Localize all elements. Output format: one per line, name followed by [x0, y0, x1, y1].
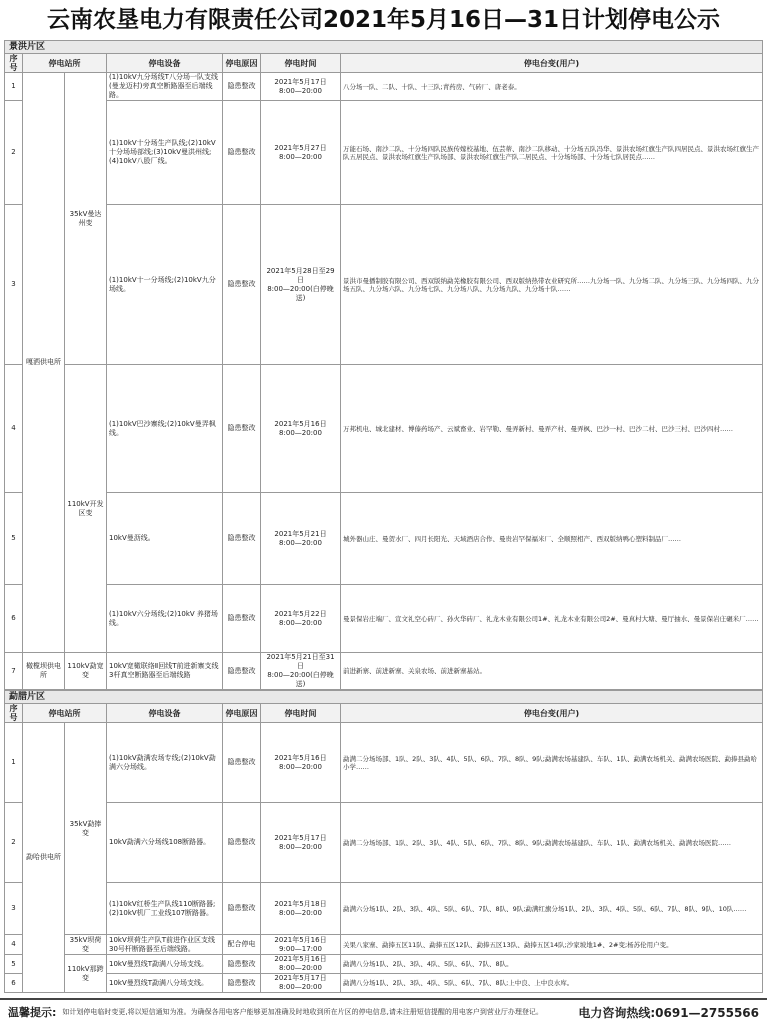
equipment-cell: 10kV坝荷生产队T前进作业区支线30号杆断路器至后端线路。	[107, 935, 223, 955]
time-cell: 2021年5月27日 8:00—20:00	[261, 101, 341, 205]
substation-cell: 35kV勐捧变	[65, 723, 107, 935]
time-cell: 2021年5月17日 8:00—20:00	[261, 803, 341, 883]
reason-cell: 隐患整改	[223, 883, 261, 935]
col-header: 停电设备	[107, 704, 223, 723]
row-number: 5	[5, 493, 23, 585]
row-number: 4	[5, 365, 23, 493]
page-title: 云南农垦电力有限责任公司2021年5月16日—31日计划停电公示	[46, 7, 721, 33]
row-number: 6	[5, 585, 23, 653]
reason-cell: 配合停电	[223, 935, 261, 955]
substation-cell: 35kV坝荷变	[65, 935, 107, 955]
users-cell: 景洪市曼播制胶有限公司、西双版纳勐芜橡胶有限公司、西双版纳热带农业研究所……九分场一队、九分场二队、九分场三队、九分场四队、九分场五队、九分场六队、九分场七队、九分场八队、九分场九队、九分场十队……	[341, 205, 763, 365]
equipment-cell: (1)10kV红桥生产队线110断路器;(2)10kV机厂工业线107断路器。	[107, 883, 223, 935]
table-row	[5, 205, 763, 365]
time-cell: 2021年5月17日 8:00—20:00	[261, 73, 341, 101]
table-header-row	[5, 704, 763, 723]
users-cell: 八分场一队、二队、十队、十三队;青药房、气砖厂、唐老泰。	[341, 73, 763, 101]
tip-text: 如计划停电临时变更,将以短信通知为准。为确保各用电客户能够更加准确及时地收到所在片区的停电信息,请未注册短信提醒的用电客户到营业厅办理登记。	[62, 1008, 543, 1016]
reason-cell: 隐患整改	[223, 803, 261, 883]
row-number: 1	[5, 723, 23, 803]
users-cell: 万能石场、南沙二队、十分场四队民族传嫁校基地、伍芸蒂、南沙二队移动、十分场五队冯华、景洪农场红旗生产队四居民点、景洪农场红旗生产队五居民点、景洪农场红旗生产队场部、景洪农场红旗生产队二居民点、十分场场部、十分场七队居民点……	[341, 101, 763, 205]
row-number: 2	[5, 803, 23, 883]
reason-cell: 隐患整改	[223, 974, 261, 993]
col-header: 停电设备	[107, 54, 223, 73]
table-row	[5, 365, 763, 493]
time-cell: 2021年5月16日 9:00—17:00	[261, 935, 341, 955]
station-cell: 橄榄坝供电所	[23, 653, 65, 690]
users-cell: 勐满八分场1队、2队、3队、4队、5队、6队、7队、8队。	[341, 955, 763, 974]
users-cell: 勐满八分场1队、2队、3队、4队、5队、6队、7队、8队;上中良、上中良水库。	[341, 974, 763, 993]
table-row	[5, 73, 763, 101]
time-cell: 2021年5月17日 8:00—20:00	[261, 974, 341, 993]
col-header: 停电原因	[223, 54, 261, 73]
users-cell: 勐满二分场场部、1队、2队、3队、4队、5队、6队、7队、8队、9队;勐满农场基建队、车队、1队、勐满农场机关、勐满农场医院、勐捧县勐哈小学……	[341, 723, 763, 803]
users-cell: 关果八家寨、勐捧五区11队、勐捧五区12队、勐捧五区13队、勐捧五区14队;沙家坡地1#、2#变;杨苏伦用户变。	[341, 935, 763, 955]
substation-cell: 110kV开发区变	[65, 365, 107, 653]
reason-cell: 隐患整改	[223, 955, 261, 974]
equipment-cell: 10kV曼烈线T勐满八分场支线。	[107, 955, 223, 974]
col-header: 停电台变(用户)	[341, 54, 763, 73]
table-row	[5, 935, 763, 955]
time-cell: 2021年5月28日至29日 8:00—20:00(白停晚送)	[261, 205, 341, 365]
equipment-cell: (1)10kV九分场线T八分场一队支线(曼龙迈村)旁真空断路器至后端线路。	[107, 73, 223, 101]
time-cell: 2021年5月22日 8:00—20:00	[261, 585, 341, 653]
table-row	[5, 955, 763, 974]
table-row	[5, 101, 763, 205]
col-header: 停电时间	[261, 54, 341, 73]
col-header: 停电站所	[23, 54, 107, 73]
reason-cell: 隐患整改	[223, 723, 261, 803]
time-cell: 2021年5月21日至31日 8:00—20:00(白停晚送)	[261, 653, 341, 690]
footer-bar	[0, 998, 767, 1024]
table-header-row	[5, 54, 763, 73]
table-row	[5, 974, 763, 993]
table-row	[5, 883, 763, 935]
table-row	[5, 653, 763, 690]
users-cell: 前进新寨、前进新寨、关泉农场、前进新寨基站。	[341, 653, 763, 690]
col-header: 停电原因	[223, 704, 261, 723]
equipment-cell: (1)10kV勐满农场专线;(2)10kV勐满六分场线。	[107, 723, 223, 803]
equipment-cell: 10kV勐满六分场线108断路器。	[107, 803, 223, 883]
reason-cell: 隐患整改	[223, 585, 261, 653]
row-number: 3	[5, 883, 23, 935]
section-menghai: 勐腊片区	[4, 690, 763, 703]
reason-cell: 隐患整改	[223, 205, 261, 365]
reason-cell: 隐患整改	[223, 73, 261, 101]
reason-cell: 隐患整改	[223, 653, 261, 690]
substation-cell: 110kV勐宽变	[65, 653, 107, 690]
time-cell: 2021年5月18日 8:00—20:00	[261, 883, 341, 935]
menghai-table	[4, 703, 763, 993]
col-header: 停电时间	[261, 704, 341, 723]
table-row	[5, 493, 763, 585]
equipment-cell: 10kV曼烈线T勐满八分场支线。	[107, 974, 223, 993]
time-cell: 2021年5月21日 8:00—20:00	[261, 493, 341, 585]
equipment-cell: (1)10kV巴沙寨线;(2)10kV曼弄枫线。	[107, 365, 223, 493]
row-number: 3	[5, 205, 23, 365]
equipment-cell: 10kV曼沥线。	[107, 493, 223, 585]
jinghong-table	[4, 53, 763, 690]
time-cell: 2021年5月16日 8:00—20:00	[261, 955, 341, 974]
substation-cell: 35kV曼达州变	[65, 73, 107, 365]
row-number: 2	[5, 101, 23, 205]
users-cell: 曼景保岩庄端厂、宣文礼空心砖厂、孙火华砖厂、礼龙木业有限公司1#、礼龙木业有限公司2#、曼真村大塘、曼厅抽水、曼景保岩庄碾米厂……	[341, 585, 763, 653]
users-cell: 城外器山庄、曼贺水厂、四月长阳光、天域酒店合作、曼贵岩罕保福米厂、全顺照相产、西双版纳鸭心塑料制品厂……	[341, 493, 763, 585]
table-row	[5, 585, 763, 653]
col-header: 序号	[5, 704, 23, 723]
row-number: 6	[5, 974, 23, 993]
col-header: 序号	[5, 54, 23, 73]
station-cell: 嘎洒供电所	[23, 73, 65, 653]
time-cell: 2021年5月16日 8:00—20:00	[261, 365, 341, 493]
row-number: 4	[5, 935, 23, 955]
row-number: 1	[5, 73, 23, 101]
equipment-cell: (1)10kV十分场生产队线;(2)10kV十分场场部线;(3)10kV曼洪州线;(4)10kV八股厂线。	[107, 101, 223, 205]
col-header: 停电台变(用户)	[341, 704, 763, 723]
reason-cell: 隐患整改	[223, 365, 261, 493]
equipment-cell: 10kV宽橄联络Ⅱ回线T前进新寨支线3杆真空断路器至后端线路	[107, 653, 223, 690]
users-cell: 万邦机电、城北建材、博傣药场产、云斌畜业、岩罕勒、曼弄新村、曼弄产村、曼弄枫、巴沙一村、巴沙二村、巴沙三村、巴沙四村……	[341, 365, 763, 493]
row-number: 5	[5, 955, 23, 974]
station-cell: 勐哈供电所	[23, 723, 65, 993]
time-cell: 2021年5月16日 8:00—20:00	[261, 723, 341, 803]
reason-cell: 隐患整改	[223, 493, 261, 585]
users-cell: 勐满六分场1队、2队、3队、4队、5队、6队、7队、8队、9队;勐满红旗分场1队、2队、3队、4队、5队、6队、7队、8队、9队、10队……	[341, 883, 763, 935]
tip-label: 温馨提示:	[8, 1006, 57, 1019]
equipment-cell: (1)10kV六分场线;(2)10kV 养猪场线。	[107, 585, 223, 653]
table-row	[5, 723, 763, 803]
users-cell: 勐满二分场场部、1队、2队、3队、4队、5队、6队、7队、8队、9队;勐满农场基建队、车队、1队、勐满农场机关、勐满农场医院……	[341, 803, 763, 883]
table-row	[5, 803, 763, 883]
substation-cell: 110kV那跨变	[65, 955, 107, 993]
equipment-cell: (1)10kV十一分场线;(2)10kV九分场线。	[107, 205, 223, 365]
hotline-number: 电力咨询热线:0691—2755566	[578, 1005, 759, 1020]
col-header: 停电站所	[23, 704, 107, 723]
reason-cell: 隐患整改	[223, 101, 261, 205]
section-jinghong: 景洪片区	[4, 40, 763, 53]
row-number: 7	[5, 653, 23, 690]
